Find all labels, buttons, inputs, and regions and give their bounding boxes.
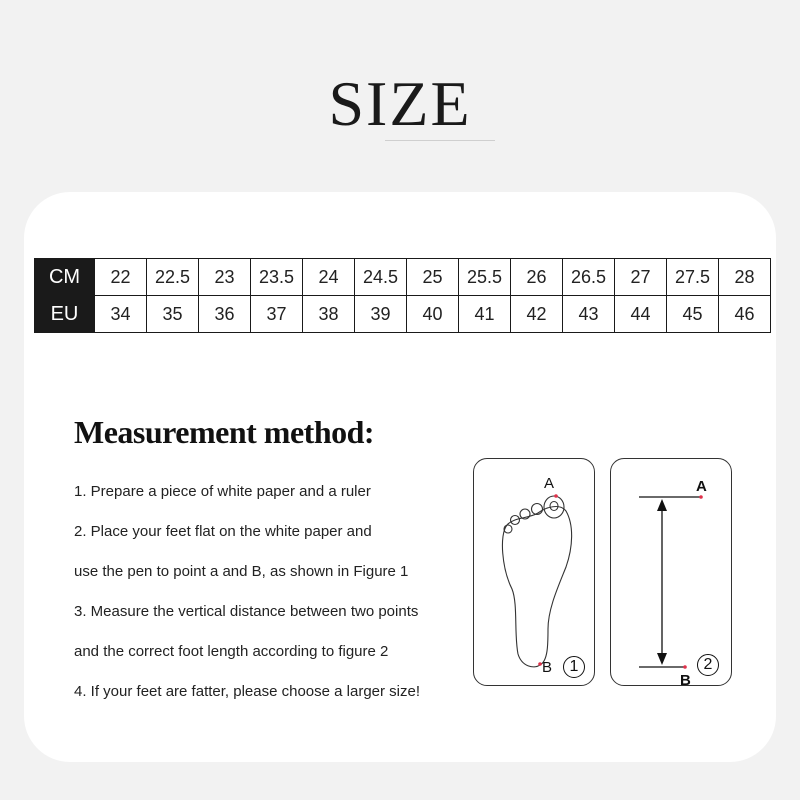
size-cell: 22.5 — [147, 259, 199, 296]
size-cell: 36 — [199, 296, 251, 333]
size-cell: 28 — [719, 259, 771, 296]
size-cell: 25.5 — [459, 259, 511, 296]
figure-number-badge: 1 — [563, 656, 585, 678]
measure-arrow-icon — [611, 459, 731, 685]
step-line: 2. Place your feet flat on the white paper and — [74, 523, 372, 540]
size-cell: 34 — [95, 296, 147, 333]
step-line: 4. If your feet are fatter, please choose a larger size! — [74, 683, 421, 700]
figure-1-foot — [473, 458, 595, 686]
size-cell: 39 — [355, 296, 407, 333]
size-cell: 25 — [407, 259, 459, 296]
size-cell: 45 — [667, 296, 719, 333]
size-table — [34, 258, 771, 333]
size-cell: 46 — [719, 296, 771, 333]
size-cell: 26 — [511, 259, 563, 296]
size-cell: 22 — [95, 259, 147, 296]
point-a-label: A — [544, 475, 555, 492]
size-cell: 23 — [199, 259, 251, 296]
size-row-cm — [35, 259, 771, 296]
size-cell: 27 — [615, 259, 667, 296]
size-cell: 38 — [303, 296, 355, 333]
size-row-eu — [35, 296, 771, 333]
size-cell: 40 — [407, 296, 459, 333]
point-b-label: B — [542, 659, 553, 676]
figure-2-measure — [610, 458, 732, 689]
point-b-label: B — [680, 672, 691, 689]
step-line: 3. Measure the vertical distance between two points — [74, 603, 419, 620]
size-cell: 43 — [563, 296, 615, 333]
row-header: EU — [35, 296, 95, 333]
size-cell: 35 — [147, 296, 199, 333]
size-cell: 37 — [251, 296, 303, 333]
size-cell: 24 — [303, 259, 355, 296]
point-a-label: A — [696, 478, 707, 495]
size-cell: 24.5 — [355, 259, 407, 296]
figure-number-badge: 2 — [697, 654, 719, 676]
step-line: 1. Prepare a piece of white paper and a ruler — [74, 483, 371, 500]
foot-outline-icon — [474, 459, 594, 685]
row-header: CM — [35, 259, 95, 296]
title-underline — [385, 140, 495, 141]
size-cell: 44 — [615, 296, 667, 333]
step-line: use the pen to point a and B, as shown in Figure 1 — [74, 563, 409, 580]
size-cell: 26.5 — [563, 259, 615, 296]
size-cell: 41 — [459, 296, 511, 333]
method-title: Measurement method: — [74, 414, 375, 450]
size-cell: 23.5 — [251, 259, 303, 296]
page-title: SIZE — [328, 68, 472, 139]
step-line: and the correct foot length according to figure 2 — [74, 643, 389, 660]
steps-list — [74, 480, 464, 720]
size-cell: 42 — [511, 296, 563, 333]
size-cell: 27.5 — [667, 259, 719, 296]
